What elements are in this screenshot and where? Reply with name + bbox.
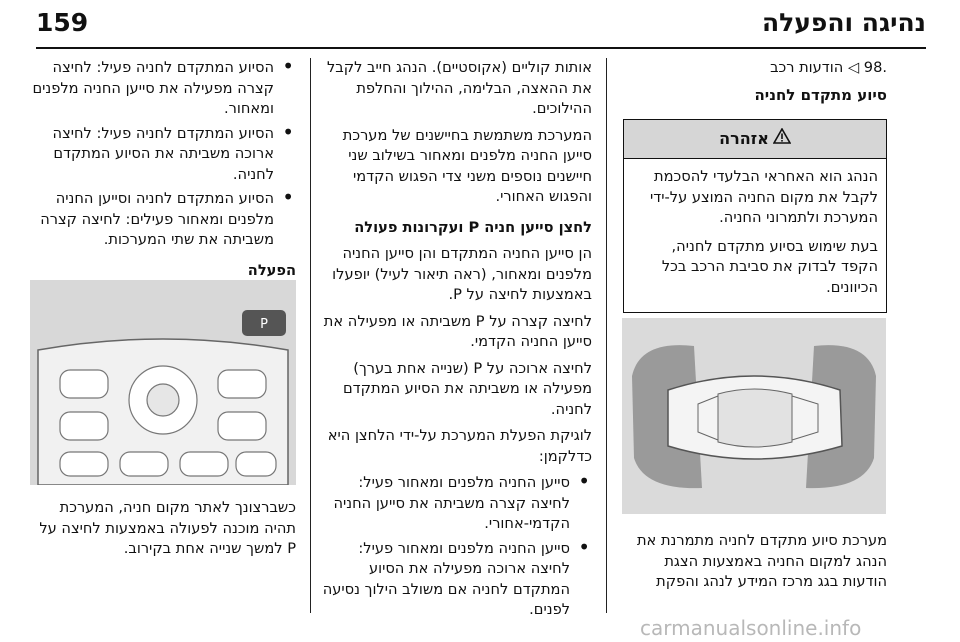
paragraph: לוגיקת הפעלת המערכת על-ידי הלחצן היא כדלקמן: (327, 427, 592, 465)
paragraph: המערכת משתמשת בחיישנים של מערכת סייען החניה מלפנים ומאחור בשילוב שני חיישנים נוספים משני צדי הפגוש הקדמי והפגוש האחורי. (342, 126, 592, 205)
column-right (622, 58, 887, 313)
warning-header (624, 120, 886, 159)
paragraph: לחיצה ארוכה על P (שנייה אחת בערך) מפעילה או משביתה את הסיוע המתקדם לחניה. (342, 359, 592, 418)
subheading: לחצן סייען חניה ⁣P⁣ ועקרונות פעולה (354, 218, 592, 236)
list-item: • סייען החניה מלפנים ומאחור פעיל: לחיצה קצרה משביתה את סייען החניה הקדמי-אחורי. (322, 473, 592, 535)
list-item: • הסיוע המתקדם לחניה פעיל: לחיצה קצרה מפעילה את סייען החניה מלפנים ומאחור. (30, 58, 296, 120)
page-number: 159 (36, 8, 89, 37)
paragraph: לחיצה קצרה על P משביתה או מפעילה את סייען החניה הקדמי. (323, 312, 592, 350)
list-item: • הסיוע המתקדם לחניה פעיל: לחיצה ארוכה משביתה את הסיוע המתקדם לחניה. (30, 124, 296, 186)
warning-triangle-icon (773, 128, 791, 150)
section-heading: סיוע מתקדם לחניה (754, 85, 887, 104)
warning-text-1: הנהג הוא האחראי הבלעדי להסכמת לקבל את מקום החניה המוצע על-ידי המערכת ולתמרוני החניה. (650, 168, 878, 226)
page-header (36, 6, 926, 46)
warning-box (623, 119, 887, 313)
warning-body (624, 159, 886, 312)
column-divider (606, 58, 607, 613)
paragraph: הן סייען החניה המתקדם והן סייען החניה מלפנים ומאחור, (ראה תיאור לעיל) יופעלו באמצעות לחיצה על P. (332, 245, 592, 303)
list-item: • הסיוע המתקדם לחניה וסייען החניה מלפנים ומאחור פעילים: לחיצה קצרה משביתה את שתי המערכות. (30, 189, 296, 251)
car-sensor-figure (622, 318, 886, 514)
parking-assist-icon (260, 317, 268, 332)
list-item: • סייען החניה מלפנים ומאחור פעיל: לחיצה ארוכה מפעילה את הסיוע המתקדם לחניה אם משולב הילוך נסיעה לפנים. (322, 539, 592, 621)
svg-text:P: P (260, 317, 268, 332)
column-middle (322, 58, 592, 625)
bullet-list (30, 58, 296, 251)
column-divider (310, 58, 311, 613)
paragraph: אותות קוליים (אקוסטיים). הנהג חייב לקבל את ההאצה, הבלימה, ההילוך והחלפת ההילוכים. (327, 59, 592, 117)
warning-title: אזהרה (719, 128, 769, 148)
section-heading: הפעלה (247, 261, 296, 279)
column-left (30, 58, 296, 287)
warning-text-2: בעת שימוש בסיוע מתקדם לחניה, הקפד לבדוק את סביבת הרכב בכל הכיוונים. (661, 237, 878, 296)
car-figure-caption: מערכת סיוע מתקדם לחניה מתמרנת את הנהג למקום החניה באמצעות הצגת הודעות בגג מרכז המידע לנהג והפקת (636, 532, 887, 590)
bullet-list (322, 473, 592, 621)
footer-watermark: carmanualsonline.info (640, 616, 862, 640)
chapter-title: נהיגה והפעלה (761, 8, 926, 37)
control-panel-figure (30, 280, 296, 485)
cross-reference: .98 ◁ הודעות רכב (770, 59, 887, 76)
panel-figure-caption: כשברצונך לאתר מקום חניה, המערכת תהיה מוכנה לפעולה באמצעות לחיצה על P למשך שנייה אחת בקירוב. (39, 499, 296, 557)
header-rule (36, 47, 926, 49)
